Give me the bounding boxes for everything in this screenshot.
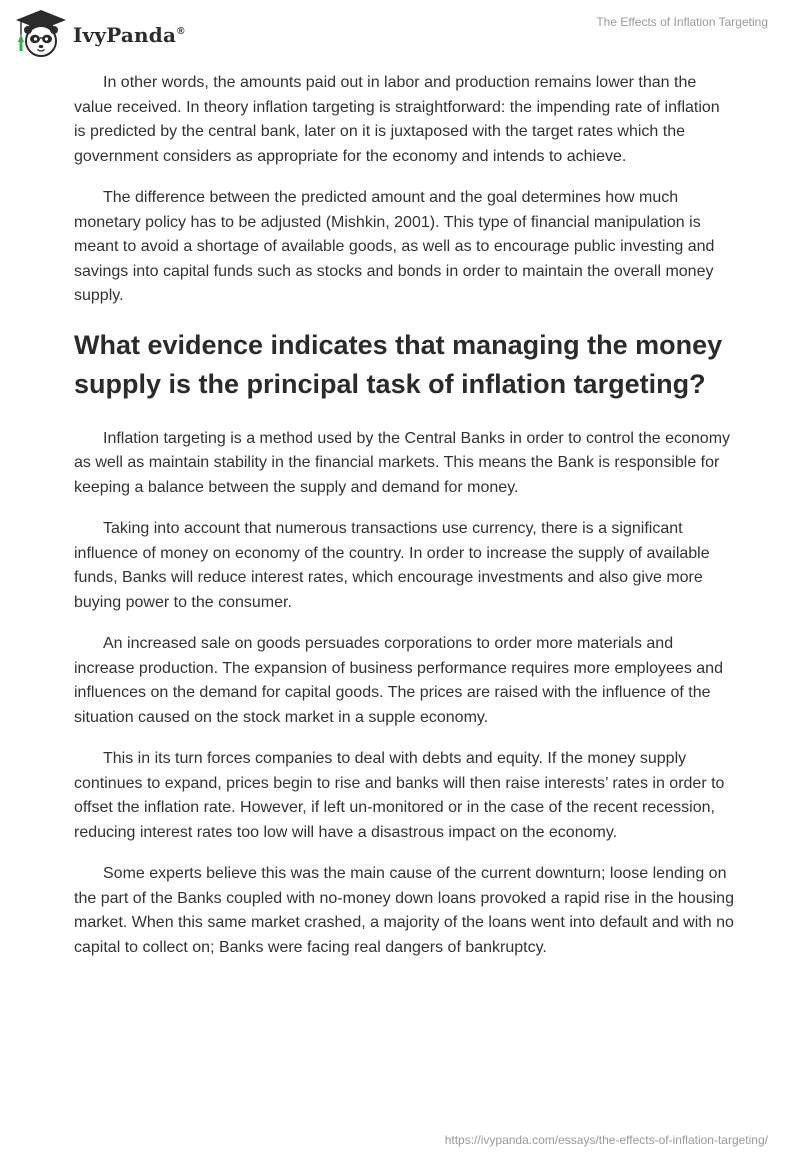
paragraph: An increased sale on goods persuades corporations to order more materials and increase production. The expansion of business performance requires more employees and influences on the demand for capital goods. The prices are raised with the influence of the situation caused on the stock market in a supple economy. [74,635,723,726]
document-title: The Effects of Inflation Targeting [596,15,768,29]
section-heading: What evidence indicates that managing the money supply is the principal task of inflation targeting? [74,329,723,399]
paragraph: Inflation targeting is a method used by the Central Banks in order to control the economy as well as maintain stability in the financial markets. This means the Bank is responsible for keeping a balance between the supply and demand for money. [74,429,731,496]
brand-name-text: IvyPanda [73,23,177,47]
panda-graduate-icon [13,8,69,60]
header [0,0,800,62]
brand-logo-link[interactable] [13,8,185,60]
source-url-link[interactable]: https://ivypanda.com/essays/the-effects-of-inflation-targeting/ [444,1133,768,1147]
paragraph: This in its turn forces companies to deal with debts and equity. If the money supply continues to expand, prices begin to rise and banks will then raise interests’ rates in order to offset the inflation rate. However, if left un-monitored or in the case of the recent recession, reducing interest rates too low will have a disastrous impact on the economy. [74,750,725,841]
article-body [74,71,734,977]
paragraph: Taking into account that numerous transactions use currency, there is a significant influence of money on economy of the country. In order to increase the supply of available funds, Banks will reduce interest rates, which encourage investments and also give more buying power to the consumer. [74,520,710,611]
brand-name [73,23,185,47]
paragraph: The difference between the predicted amount and the goal determines how much monetary policy has to be adjusted (Mishkin, 2001). This type of financial manipulation is meant to avoid a shortage of available goods, as well as to encourage public investing and savings into capital funds such as stocks and bonds in order to maintain the overall money supply. [74,189,715,304]
paragraph: In other words, the amounts paid out in labor and production remains lower than the value received. In theory inflation targeting is straightforward: the impending rate of inflation is predicted by the central bank, later on it is juxtaposed with the target rates which the government considers as appropriate for the economy and intends to achieve. [74,74,720,165]
paragraph: Some experts believe this was the main cause of the current downturn; loose lending on the part of the Banks coupled with no-money down loans provoked a rapid rise in the housing market. When this same market crashed, a majority of the loans went into default and with no capital to collect on; Banks were facing real dangers of bankruptcy. [74,865,734,956]
registered-mark: ® [177,26,185,38]
